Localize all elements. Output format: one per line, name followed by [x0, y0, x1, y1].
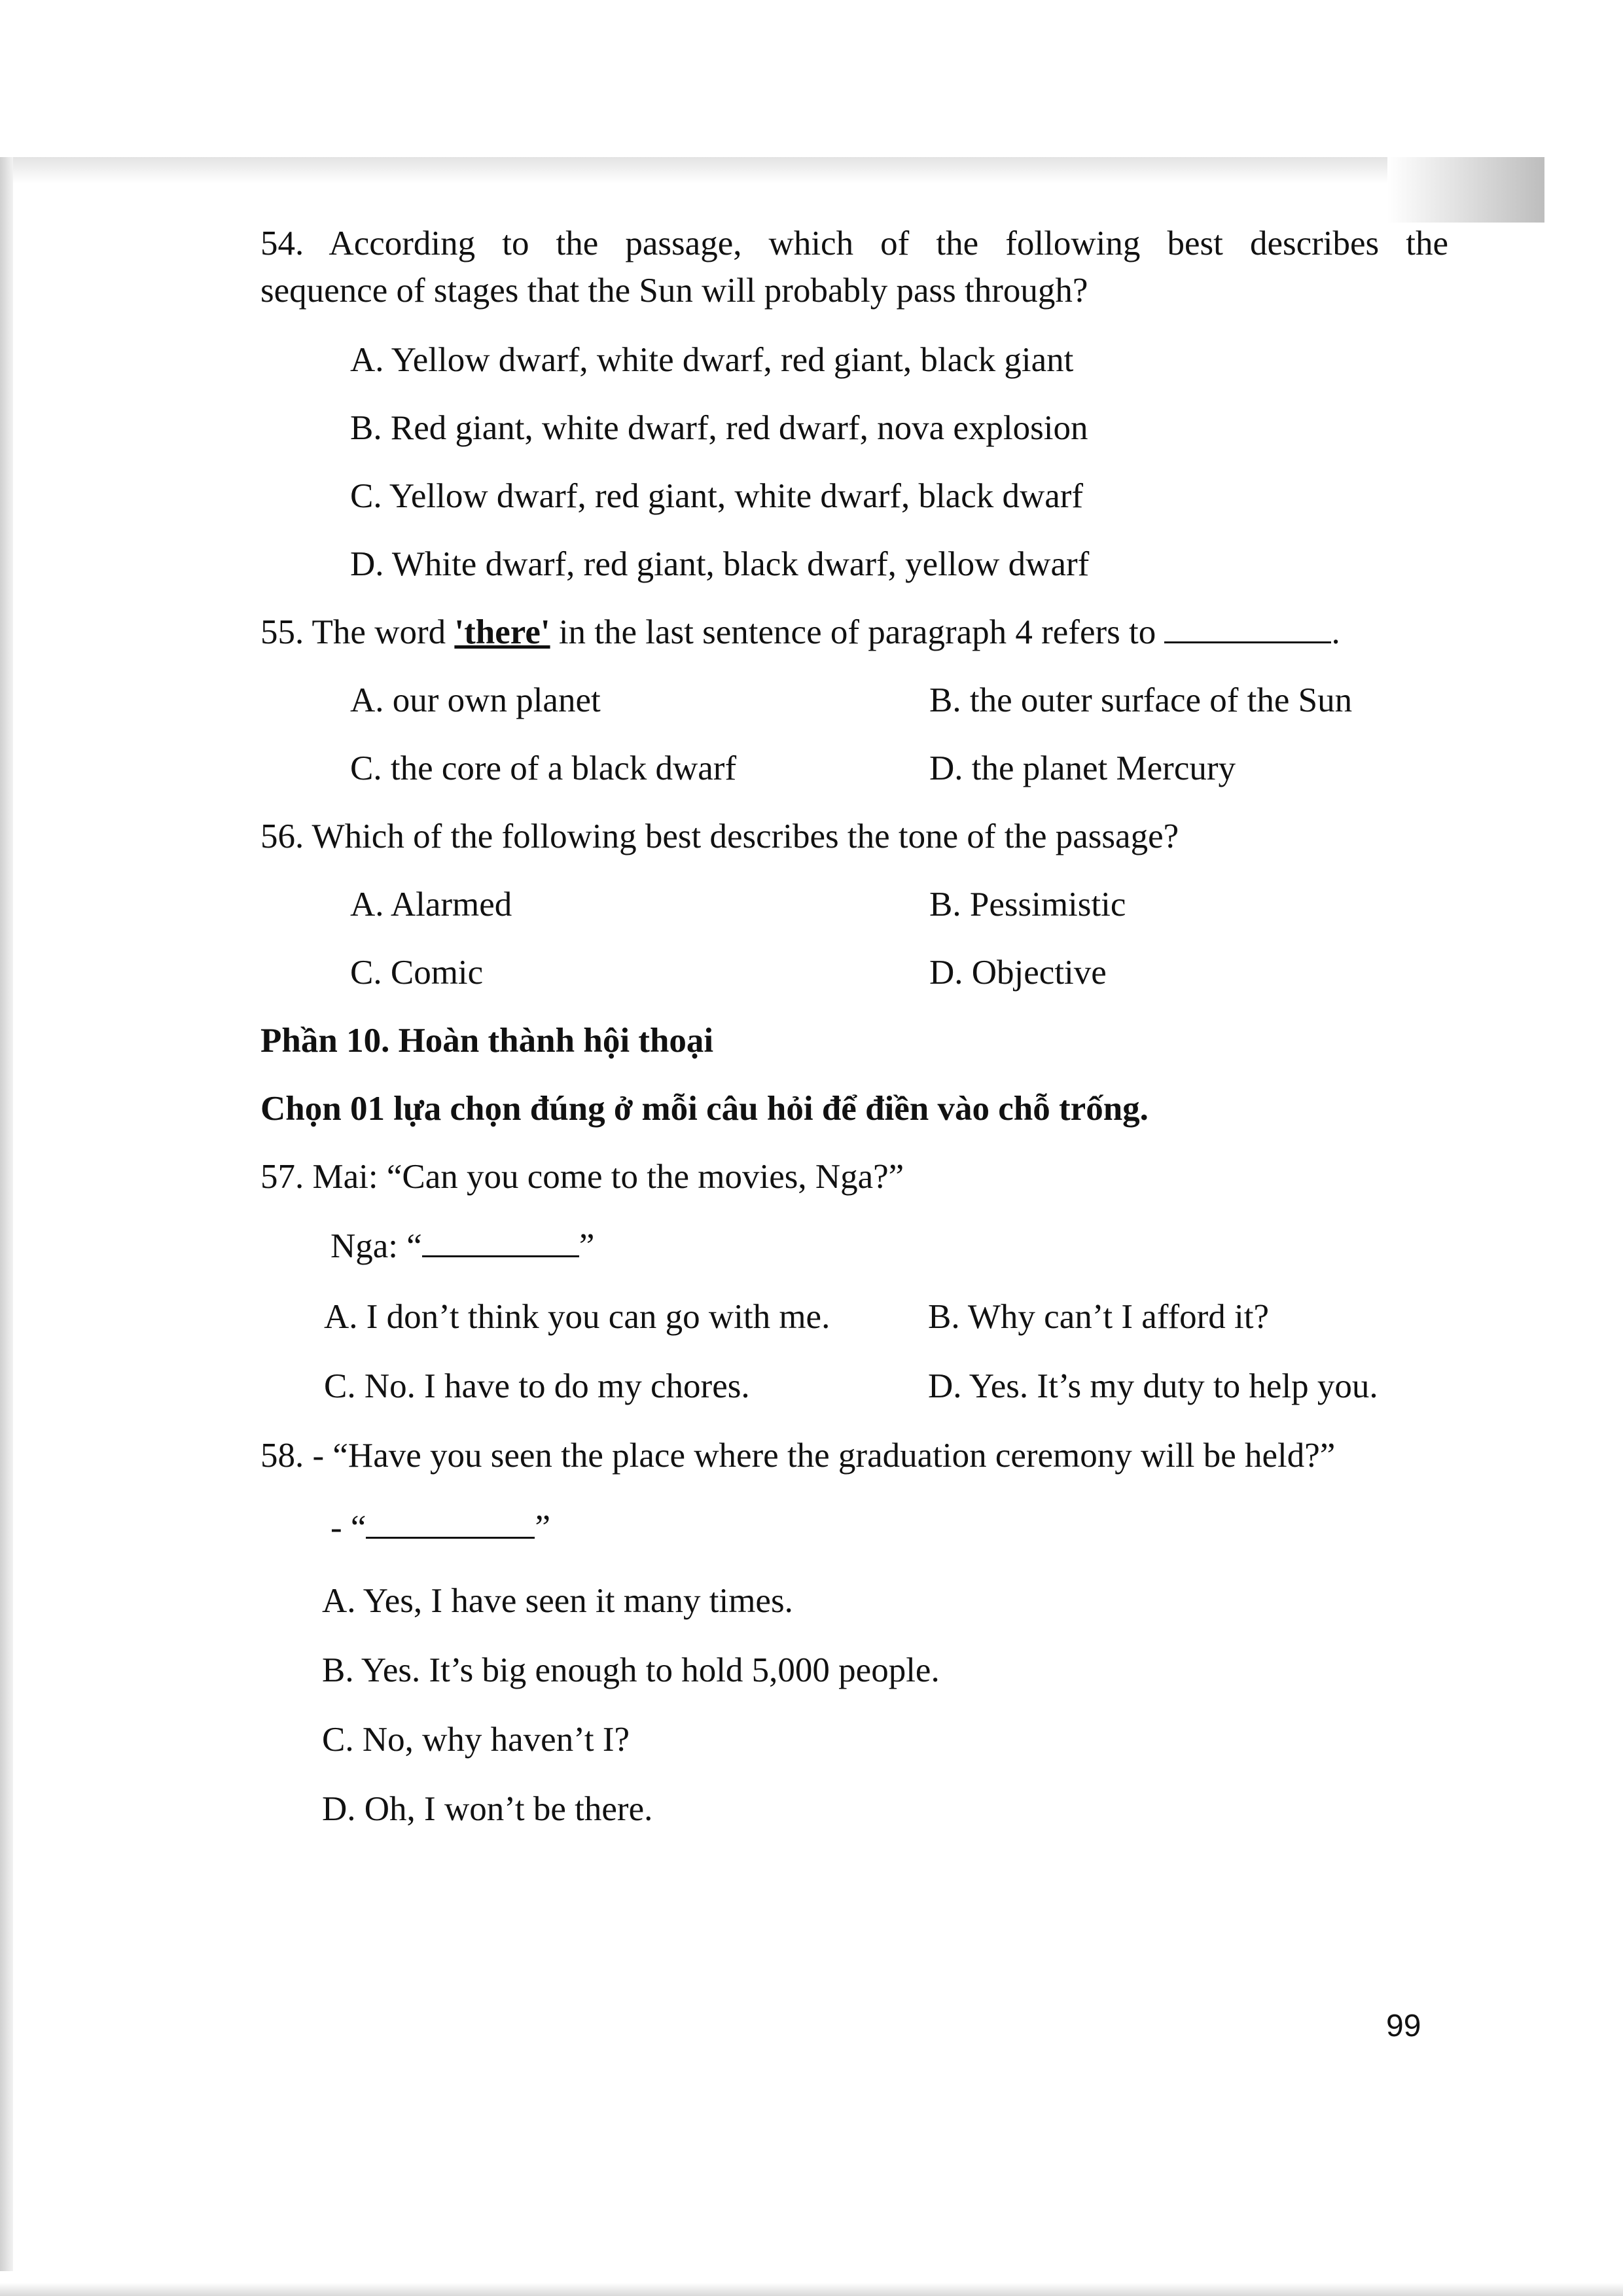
- q58-reply-prefix: - “: [330, 1509, 366, 1547]
- q58-option-c: C. No, why haven’t I?: [322, 1721, 630, 1759]
- q57-answer-blank: [422, 1225, 579, 1257]
- q57-option-b: B. Why can’t I afford it?: [928, 1298, 1270, 1336]
- q57-option-a: A. I don’t think you can go with me.: [324, 1298, 830, 1336]
- q54-option-a: A. Yellow dwarf, white dwarf, red giant, black giant: [350, 341, 1074, 379]
- q55-stem-before: 55. The word: [260, 613, 455, 651]
- q55-option-a: A. our own planet: [350, 681, 601, 719]
- scan-edge-bottom: [0, 2283, 1623, 2296]
- section-title: Phần 10. Hoàn thành hội thoại: [260, 1022, 714, 1060]
- q55-answer-blank: [1164, 611, 1331, 643]
- scan-edge-top: [13, 157, 1544, 183]
- q58-answer-blank: [366, 1507, 535, 1539]
- page-number: 99: [1386, 2009, 1421, 2043]
- q58-reply: [330, 1507, 550, 1549]
- q58-option-a: A. Yes, I have seen it many times.: [322, 1582, 793, 1620]
- q58-option-b: B. Yes. It’s big enough to hold 5,000 people.: [322, 1651, 940, 1689]
- q56-option-b: B. Pessimistic: [929, 886, 1126, 924]
- scan-edge-left: [0, 157, 13, 2271]
- q55-option-b: B. the outer surface of the Sun: [929, 681, 1353, 719]
- q56-option-c: C. Comic: [350, 954, 484, 992]
- q58-option-d: D. Oh, I won’t be there.: [322, 1790, 653, 1828]
- q55-option-d: D. the planet Mercury: [929, 749, 1236, 787]
- q57-reply-prefix: Nga: “: [330, 1227, 422, 1265]
- q57-option-c: C. No. I have to do my chores.: [324, 1367, 750, 1405]
- q54-option-c: C. Yellow dwarf, red giant, white dwarf, black dwarf: [350, 477, 1084, 515]
- q56-option-d: D. Objective: [929, 954, 1107, 992]
- q56-option-a: A. Alarmed: [350, 886, 512, 924]
- q58-stem: 58. - “Have you seen the place where the graduation ceremony will be held?”: [260, 1437, 1336, 1475]
- q54-stem-line1: 54. According to the passage, which of the following best describes the: [260, 224, 1448, 262]
- q55-stem: [260, 611, 1340, 653]
- q55-stem-after: in the last sentence of paragraph 4 refers to: [550, 613, 1165, 651]
- q56-stem: 56. Which of the following best describes the tone of the passage?: [260, 817, 1179, 855]
- q54-option-b: B. Red giant, white dwarf, red dwarf, nova explosion: [350, 409, 1088, 447]
- scan-corner-shadow: [1387, 157, 1544, 223]
- q58-reply-suffix: ”: [535, 1509, 550, 1547]
- q55-keyword: 'there': [454, 613, 550, 651]
- q57-stem: 57. Mai: “Can you come to the movies, Nga?”: [260, 1158, 904, 1196]
- q54-option-d: D. White dwarf, red giant, black dwarf, yellow dwarf: [350, 545, 1090, 583]
- q57-option-d: D. Yes. It’s my duty to help you.: [928, 1367, 1378, 1405]
- q55-stem-end: .: [1331, 613, 1340, 651]
- section-instruction: Chọn 01 lựa chọn đúng ở mỗi câu hỏi để điền vào chỗ trống.: [260, 1090, 1149, 1128]
- q57-reply: [330, 1225, 594, 1267]
- q57-reply-suffix: ”: [579, 1227, 595, 1265]
- q55-option-c: C. the core of a black dwarf: [350, 749, 737, 787]
- q54-stem-line2: sequence of stages that the Sun will probably pass through?: [260, 272, 1088, 310]
